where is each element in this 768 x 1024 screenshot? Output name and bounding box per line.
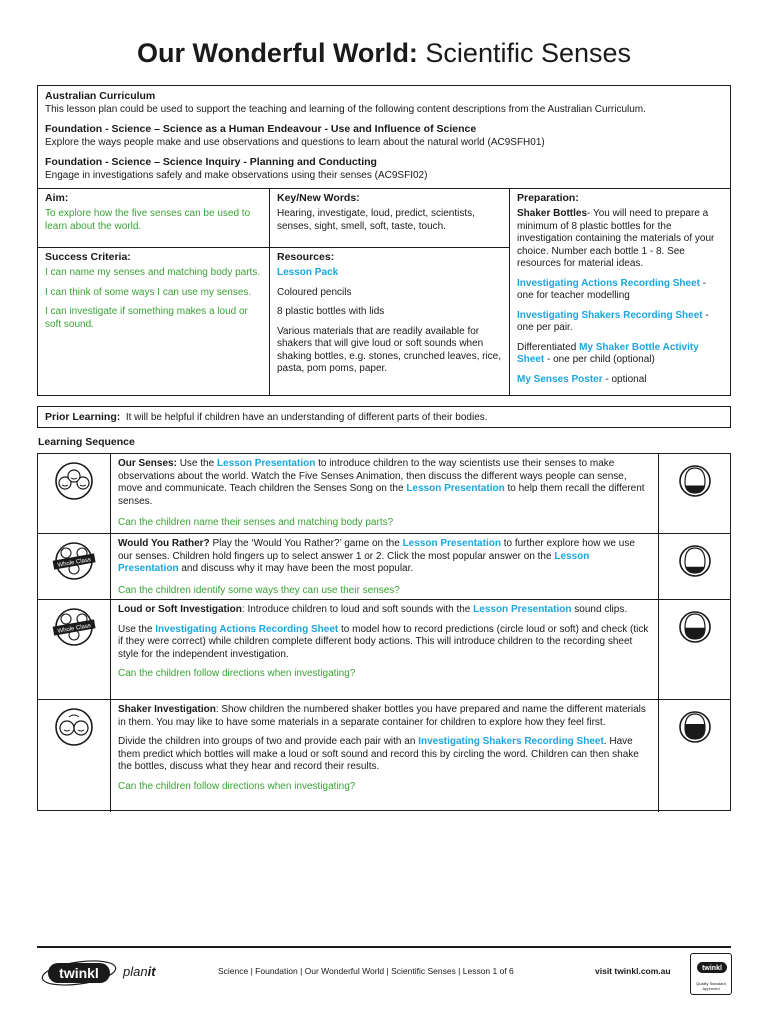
curriculum-heading: Australian Curriculum [45,90,156,102]
lesson-presentation-link[interactable]: Lesson Presentation [473,604,572,615]
aim-column [38,189,270,395]
keywords-text: Hearing, investigate, loud, predict, scientists, senses, sight, smell, soft, taste, touch. [277,208,475,232]
page-title: Our Wonderful World: Scientific Senses [136,38,632,68]
keywords-heading: Key/New Words: [277,192,360,204]
keywords-column [270,189,510,395]
lesson-presentation-link[interactable]: Lesson Presentation [402,538,501,549]
preparation-heading: Preparation: [517,192,579,204]
meter-cell [659,534,732,599]
whole-class-icon [51,541,97,581]
curriculum-item-heading: Foundation - Science – Science Inquiry - Planning and Conducting [45,156,377,168]
preparation-item: Investigating Actions Recording Sheet - one for teacher modelling [517,277,707,301]
resource-item: Various materials that are readily available for shakers that will give loud or soft sounds when shaking bottles, e.g. stones, crunched leaves, rice, pasta, pom poms, paper. [277,325,502,374]
assessment-question: Can the children follow directions when investigating? [118,780,356,792]
divider [38,247,269,248]
badge-text: Quality Standard Approved [696,981,726,991]
svg-text:twinkl: twinkl [59,965,99,981]
lesson-presentation-link[interactable]: Lesson Presentation [406,483,505,494]
curriculum-item-heading: Foundation - Science – Science as a Human Endeavour - Use and Influence of Science [45,123,477,135]
success-item: I can name my senses and matching body parts. [45,267,261,278]
prior-learning-label: Prior Learning: [45,411,121,423]
curriculum-box [37,85,731,189]
svg-text:Whole Class: Whole Class [57,557,92,569]
success-heading: Success Criteria: [45,251,131,263]
progress-meter-icon [679,541,711,581]
divider [270,247,509,248]
success-item: I can investigate if something makes a loud or soft sound. [45,306,248,330]
meter-cell [659,600,732,699]
preparation-column [510,189,732,395]
resources [277,251,503,376]
lesson-presentation-link[interactable]: Lesson Presentation [216,458,316,469]
sequence-text: Would You Rather? Play the ‘Would You Rather?’ game on the Lesson Presentation to further explore how we use our senses. Children hold fingers up to select answer 1 or 2. Click the most popular answer on the Lesson Presentation and discuss why it may have been the most popular. Can the children identify some ways they can use their senses? [111,534,659,599]
resource-item: 8 plastic bottles with lids [277,306,385,317]
learning-sequence-title: Learning Sequence [38,436,135,448]
twinkl-badge-logo [691,954,733,980]
children-group-icon [51,461,97,501]
aim-text: To explore how the five senses can be used to learn about the world. [45,208,251,232]
sequence-row [38,700,730,812]
resources-heading: Resources: [277,251,335,263]
sequence-text: Our Senses: Use the Lesson Presentation to introduce children to the way scientists use their senses to make observations about the world. Watch the Five Senses Animation, then discuss the different ways people can sense, move and communicate. Teach children the Senses Song on the Lesson Presentation to help them recall the different senses. Can the children name their senses and matching body parts? [111,454,659,533]
assessment-question: Can the children name their senses and matching body parts? [118,517,394,528]
curriculum-item-text: Explore the ways people make and use observations and questions to learn about the natural world (AC9SFH01) [45,137,545,148]
lesson-pack-link[interactable]: Lesson Pack [277,267,339,278]
success-criteria [45,251,263,331]
aim-heading: Aim: [45,192,69,204]
assessment-question: Can the children follow directions when investigating? [118,668,356,679]
assessment-question: Can the children identify some ways they can use their senses? [118,584,400,596]
footer [0,950,768,1010]
icon-cell [38,600,111,699]
preparation-shaker: Shaker Bottles- You will need to prepare a minimum of 8 plastic bottles for the investigation containing the materials of your choice. Number each bottle 1 - 8. See resources for material ideas. [517,208,715,269]
shakers-sheet-link[interactable]: Investigating Shakers Recording Sheet [517,309,703,321]
footer-divider [37,946,731,948]
actions-sheet-link[interactable]: Investigating Actions Recording Sheet [155,623,339,635]
footer-url[interactable]: visit twinkl.com.au [595,966,671,976]
preparation-item: Investigating Shakers Recording Sheet - one per pair. [517,309,709,333]
curriculum-intro: This lesson plan could be used to support the teaching and learning of the following content descriptions from the Australian Curriculum. [45,104,646,115]
twinkl-logo[interactable] [40,958,118,988]
curriculum-item-text: Engage in investigations safely and make observations using their senses (AC9SFI02) [45,170,428,181]
whole-class-icon [51,607,97,647]
sequence-text: Shaker Investigation: Show children the numbered shaker bottles you have prepared and name the different materials in them. You may like to have some materials in a separate container for children to explore how they feel first. Divide the children into groups of two and provide each pair with an Investigating Shakers Recording Sheet. Have them predict which bottles will make a loud or soft sound and record this by circling the word. Children can then shake the bottles, discuss what they hear and record their results. Can the children follow directions when investigating? [111,700,659,812]
learning-sequence-table [37,453,731,811]
progress-meter-icon [679,607,711,647]
progress-meter-icon [679,461,711,501]
sequence-row [38,534,730,600]
lesson-details-grid [37,188,731,396]
preparation-item: Differentiated My Shaker Bottle Activity Sheet - one per child (optional) [517,341,699,365]
preparation-item: My Senses Poster - optional [517,373,647,385]
icon-cell [38,534,111,599]
actions-sheet-link[interactable]: Investigating Actions Recording Sheet [517,277,700,289]
meter-cell [659,700,732,812]
meter-cell [659,454,732,533]
resource-item: Coloured pencils [277,286,352,298]
icon-cell [38,700,111,812]
activity-sheet-link[interactable]: My Shaker Bottle Activity Sheet [517,341,699,365]
shakers-sheet-link[interactable]: Investigating Shakers Recording Sheet [418,736,604,747]
footer-breadcrumb: Science | Foundation | Our Wonderful World | Scientific Senses | Lesson 1 of 6 [218,966,514,976]
prior-learning-box [37,406,731,428]
prior-learning-text: It will be helpful if children have an understanding of different parts of their bodies. [125,412,488,423]
svg-text:twinkl: twinkl [702,965,722,972]
sequence-row [38,454,730,534]
senses-poster-link[interactable]: My Senses Poster [517,373,603,385]
success-item: I can think of some ways I can use my senses. [45,286,252,298]
svg-text:Whole Class: Whole Class [57,623,92,635]
sequence-row [38,600,730,700]
paired-children-icon [51,707,97,747]
planit-logo: planit [123,964,156,979]
lesson-presentation-link[interactable]: Lesson Presentation [118,550,590,574]
sequence-text: Loud or Soft Investigation: Introduce children to loud and soft sounds with the Lesson Presentation sound clips. Use the Investigating Actions Recording Sheet to model how to record predictions (circle loud or soft) and check (tick if they were correct) while children complete different body actions. This will introduce children to the recording sheet style for the independent investigation. Can the children follow directions when investigating? [111,600,659,699]
progress-meter-icon [679,707,711,747]
icon-cell [38,454,111,533]
quality-badge [690,953,732,995]
